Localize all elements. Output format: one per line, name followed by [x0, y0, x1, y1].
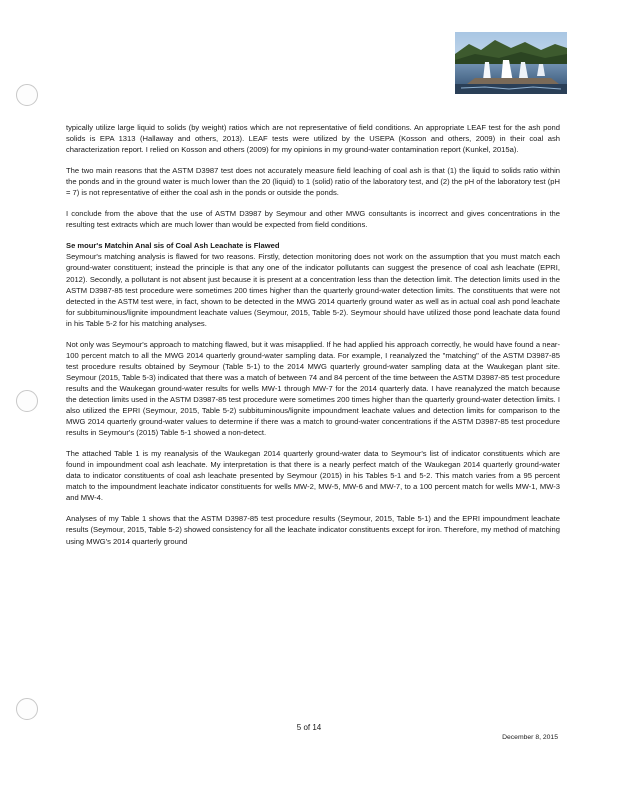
binder-hole-bottom [16, 698, 38, 720]
footer-date: December 8, 2015 [502, 734, 558, 741]
binder-hole-middle [16, 390, 38, 412]
page-number: 5 of 14 [296, 723, 322, 732]
paragraph: Analyses of my Table 1 shows that the ASTM D3987-85 test procedure results (Seymour, 2015, Table 5-1) and the EPRI impoundment leachate results (Seymour, 2015, Table 5-2) showed consistency for all the leachate indicator constituents except for iron. Therefore, my method of matching using MWG's 2014 quarterly ground [66, 514, 560, 546]
paragraph: The attached Table 1 is my reanalysis of the Waukegan 2014 quarterly ground-water data to Seymour's list of indicator constituents which are found in impoundment coal ash leachate. My interpretation is that there is a nearly perfect match of the Waukegan 2014 quarterly ground-water data to indicator constituents of coal ash leachate presented by Seymour (2015) in his Tables 5-1 and 5-2. This match varies from a 95 percent match to the impoundment leachate indicator constituents for wells MW-2, MW-5, MW-6 and MW-7, to a 100 percent match for wells MW-1, MW-3 and MW-4. [66, 449, 560, 503]
section-heading: Se mour's Matchin Anal sis of Coal Ash Leachate is Flawed [66, 241, 280, 251]
paragraph: Not only was Seymour's approach to matching flawed, but it was misapplied. If he had applied his approach correctly, he would have found a near-100 percent match to all the MWG 2014 quarterly ground-water sampling data. For example, I reanalyzed the "matching" of the ASTM D3987-85 test procedure results obtained by Seymour (Table 5-1) to the 2014 MWG quarterly ground-water sampling data at the Waukegan plant site. Seymour (2015, Table 5-3) indicated that there was a match of between 74 and 84 percent of the time between the ASTM D3987-85 test procedure results and the Waukegan ground-water results for wells MW-1 through MW-7 for the 2014 quarterly data. I have reanalyzed the match because the detection limits used in the ASTM D3987-85 test procedure were sometimes 200 times higher than the quarterly ground-water detection limits. I also utilized the EPRI (Seymour, 2015, Table 5-2) subbituminous/lignite impoundment leachate values and detection limits for comparison to the MWG 2014 quarterly ground-water values to determine if there was a match to ground-water concentrations if the ASTM D3987-85 test procedure results in Seymour's (2015) Table 5-1 showed a non-detect. [66, 339, 560, 438]
body-text [66, 122, 560, 557]
paragraph: The two main reasons that the ASTM D3987 test does not accurately measure field leaching of coal ash is that (1) the liquid to solids ratio within the ponds and in the ground water is much lower than the 20 (liquid) to 1 (solid) ratio of the laboratory test, and (2) the pH of the laboratory test (pH = 7) is not representative of either the coal ash in the ponds or outside the ponds. [66, 166, 560, 198]
binder-hole-top [16, 84, 38, 106]
waterfall-photo-logo-icon [455, 32, 567, 94]
paragraph: I conclude from the above that the use of ASTM D3987 by Seymour and other MWG consultants is incorrect and gives concentrations in the resulting test extracts which are much lower than would be expected from field conditions. [66, 209, 560, 230]
paragraph: typically utilize large liquid to solids (by weight) ratios which are not representative of field conditions. An appropriate LEAF test for the ash pond solids is EPA 1313 (Hallaway and others, 2013). LEAF tests were utilized by the USEPA (Kosson and others, 2009) in their coal ash characterization report. I relied on Kosson and others (2009) for my opinions in my ground-water contamination report (Kunkel, 2015a). [66, 123, 560, 155]
paragraph: Seymour's matching analysis is flawed for two reasons. Firstly, detection monitoring does not work on the assumption that you must match each ground-water constituent; instead the principle is that any one of the indicator pollutants can suggest the presence of coal ash leachate (EPRI, 2012). Secondly, a pollutant is not absent just because it is present at a concentration less than the detection limit. The detection limits used in the ASTM D3987-85 test procedure were sometimes 200 times higher than the quarterly ground-water detection limits. The constituents that were not detected in the ASTM test were, in fact, shown to be detected in the MWG 2014 quarterly ground water as well as in actual coal ash pond leachate for subbituminous/lignite impoundment leachate values (Seymour, 2015, Table 5-2). Seymour should have utilized those pond leachate data found in his Table 5-2 for his matching analyses. [66, 252, 560, 328]
